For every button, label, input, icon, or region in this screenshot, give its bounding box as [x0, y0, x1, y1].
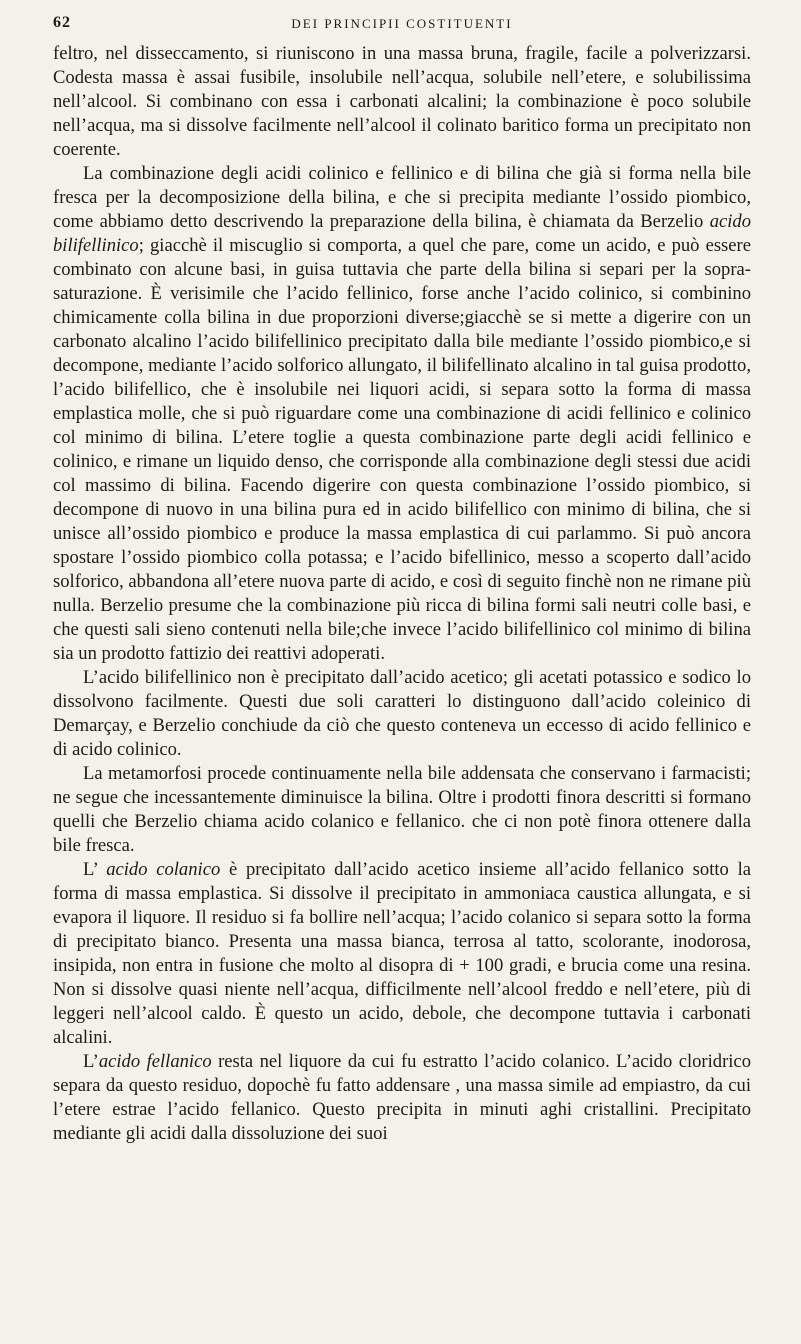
italic-term: acido fellanico	[98, 1051, 212, 1072]
text-run: L’	[83, 1051, 99, 1072]
paragraph	[53, 42, 751, 162]
text-run: La combinazione degli acidi colinico e fellinico e di bilina che già si forma nella bile fresca per la decomposizione della bilina, e che si precipita mediante l’ossido piombico, come abbiamo detto descrivendo la preparazione della bilina, è chiamata da Berzelio	[53, 163, 751, 232]
text-run: è precipitato dall’acido acetico insieme all’acido fellanico sotto la forma di massa emplastica. Si dissolve il precipitato in ammoniaca caustica allungata, e si evapora il liquore. Il residuo si fa bollire nell’acqua; l’acido colanico si separa sotto la forma di precipitato bianco. Presenta una massa bianca, terrosa al tatto, scolorante, inodorosa, insipida, non entra in fusione che molto al disopra di + 100 gradi, e brucia come una resina. Non si dissolve quasi niente nell’acqua, difficilmente nell’alcool freddo e nell’etere, più di leggeri nell’alcool caldo. È questo un acido, debole, che decompone tuttavia i carbonati alcalini.	[53, 859, 751, 1048]
text-run: feltro, nel disseccamento, si riuniscono in una massa bruna, fragile, facile a polverizzarsi. Codesta massa è assai fusibile, insolubile nell’acqua, solubile nell’etere, e solubilissima nell’alcool. Si combinano con essa i carbonati alcalini; la combinazione è poco solubile nell’acqua, ma si dissolve facilmente nell’alcool il colinato baritico forma un precipitato non coerente.	[53, 43, 751, 160]
running-head	[53, 14, 751, 42]
running-title: DEI PRINCIPII COSTITUENTI	[291, 16, 513, 31]
paragraph	[53, 162, 751, 666]
paragraph	[53, 762, 751, 858]
italic-term: acido colanico	[106, 859, 221, 880]
text-run: L’	[83, 859, 107, 880]
paragraph	[53, 858, 751, 1050]
text-run: L’acido bilifellinico non è precipitato dall’acido acetico; gli acetati potassico e sodico lo dissolvono facilmente. Questi due soli caratteri lo distinguono dall’acido coleinico di Demarçay, e Berzelio conchiude da ciò che questo conteneva un eccesso di acido fellinico e di acido colinico.	[53, 667, 751, 760]
page-number: 62	[53, 14, 71, 31]
text-run: ; giacchè il miscuglio si comporta, a quel che pare, come un acido, e può essere combinato con alcune basi, in guisa tuttavia che parte della bilina si separi per la sopra-saturazione. È verisimile che l’acido fellinico, forse anche l’acido colinico, si combinino chimicamente colla bilina in due proporzioni diverse;giacchè se si mette a digerire con un carbonato alcalino l’acido bilifellinico precipitato dalla bile mediante l’ossido piombico,e si decompone, mediante l’acido solforico allungato, il bilifellinato alcalino in tal guisa prodotto, l’acido bilifellico, che è insolubile nei liquori acidi, si separa sotto la forma di massa emplastica molle, che si può riguardare come una combinazione di acidi fellinico e colinico col minimo di bilina. L’etere toglie a questa combinazione parte degli acidi fellinico e colinico, e rimane un liquido denso, che corrisponde alla combinazione degli stessi due acidi col massimo di bilina. Facendo digerire con questa combinazione l’ossido piombico, si decompone di nuovo in una bilina pura ed in acido bilifellico con minimo di bilina, che si unisce all’ossido piombico e produce la massa emplastica di cui parlammo. Si può ancora spostare l’ossido piombico colla potassa; e l’acido bifellinico, messo a scoperto dall’acido solforico, abbandona all’etere nuova parte di acido, e così di seguito finchè non ne rimane più nulla. Berzelio presume che la combinazione più ricca di bilina formi sali neutri colle basi, e che questi sali sieno contenuti nella bile;che invece l’acido bilifellinico col minimo di bilina sia un prodotto fattizio dei reattivi adoperati.	[53, 235, 751, 664]
paragraph	[53, 1050, 751, 1146]
body-text	[53, 42, 751, 1146]
italic-term: acido bilifellinico	[53, 211, 751, 256]
paragraph	[53, 666, 751, 762]
text-run: La metamorfosi procede continuamente nella bile addensata che conservano i farmacisti; ne segue che incessantemente diminuisce la bilina. Oltre i prodotti finora descritti si formano quelli che Berzelio chiama acido colanico e fellanico. che ci non potè finora ottenere dalla bile fresca.	[53, 763, 751, 856]
text-run: resta nel liquore da cui fu estratto l’acido colanico. L’acido cloridrico separa da questo residuo, dopochè fu fatto addensare , una massa simile ad empiastro, da cui l’etere estrae l’acido fellanico. Questo precipita in minuti aghi cristallini. Precipitato mediante gli acidi dalla dissoluzione dei suoi	[53, 1051, 751, 1144]
